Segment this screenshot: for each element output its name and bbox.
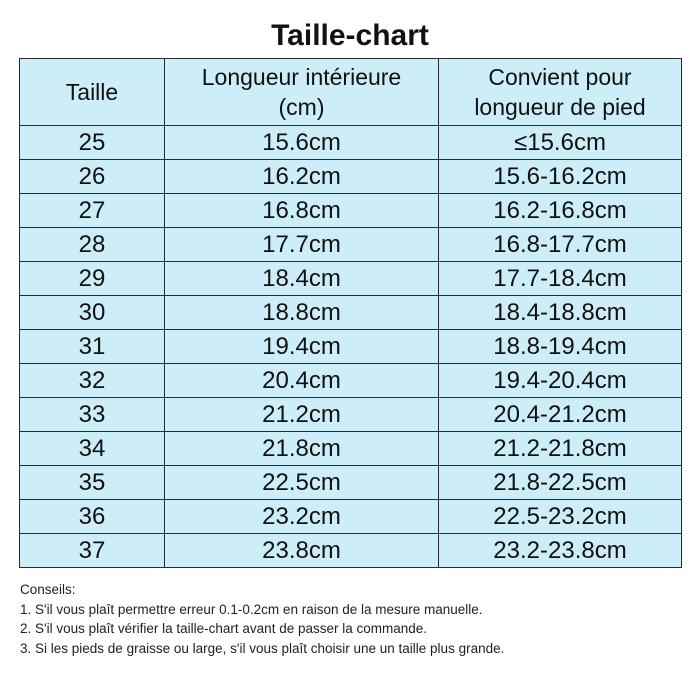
cell-pied: 17.7-18.4cm: [439, 262, 682, 296]
table-row: [20, 466, 682, 500]
cell-pied: 21.8-22.5cm: [439, 466, 682, 500]
cell-pied: 16.8-17.7cm: [439, 228, 682, 262]
cell-pied: 20.4-21.2cm: [439, 398, 682, 432]
header-taille-label: Taille: [65, 79, 119, 105]
table-row: [20, 398, 682, 432]
cell-taille: 25: [20, 126, 165, 160]
header-longueur-line2: (cm): [278, 94, 325, 120]
cell-taille: 37: [20, 534, 165, 568]
header-longueur-interieure: [165, 59, 439, 126]
table-row: [20, 432, 682, 466]
cell-longueur: 17.7cm: [165, 228, 439, 262]
cell-longueur: 16.2cm: [165, 160, 439, 194]
cell-longueur: 18.4cm: [165, 262, 439, 296]
page-title: Taille-chart: [271, 19, 429, 52]
cell-longueur: 21.8cm: [165, 432, 439, 466]
header-convient-line2: longueur de pied: [474, 94, 646, 120]
cell-longueur: 18.8cm: [165, 296, 439, 330]
cell-taille: 28: [20, 228, 165, 262]
cell-pied: 16.2-16.8cm: [439, 194, 682, 228]
cell-longueur: 23.2cm: [165, 500, 439, 534]
cell-longueur: 22.5cm: [165, 466, 439, 500]
cell-taille: 31: [20, 330, 165, 364]
cell-longueur: 15.6cm: [165, 126, 439, 160]
header-convient-line1: Convient pour: [488, 64, 632, 90]
cell-longueur: 20.4cm: [165, 364, 439, 398]
tips-heading: Conseils:: [20, 582, 76, 597]
header-convient-pour: [439, 59, 682, 126]
cell-taille: 26: [20, 160, 165, 194]
cell-longueur: 16.8cm: [165, 194, 439, 228]
table-row: [20, 228, 682, 262]
cell-pied: 18.8-19.4cm: [439, 330, 682, 364]
header-longueur-line1: Longueur intérieure: [201, 64, 402, 90]
table-row: [20, 262, 682, 296]
cell-pied: ≤15.6cm: [439, 126, 682, 160]
cell-pied: 23.2-23.8cm: [439, 534, 682, 568]
cell-pied: 22.5-23.2cm: [439, 500, 682, 534]
cell-longueur: 23.8cm: [165, 534, 439, 568]
table-row: [20, 194, 682, 228]
table-header-row: [20, 59, 682, 126]
tip-item-1: 1. S'il vous plaît permettre erreur 0.1-0.2cm en raison de la mesure manuelle.: [20, 601, 483, 617]
cell-taille: 36: [20, 500, 165, 534]
table-row: [20, 296, 682, 330]
table-row: [20, 500, 682, 534]
table-row: [20, 534, 682, 568]
cell-pied: 19.4-20.4cm: [439, 364, 682, 398]
cell-taille: 30: [20, 296, 165, 330]
cell-taille: 35: [20, 466, 165, 500]
table-row: [20, 160, 682, 194]
cell-taille: 29: [20, 262, 165, 296]
table-body: [20, 126, 682, 568]
table-row: [20, 330, 682, 364]
tip-item-2: 2. S'il vous plaît vérifier la taille-chart avant de passer la commande.: [20, 621, 428, 636]
cell-pied: 21.2-21.8cm: [439, 432, 682, 466]
cell-pied: 18.4-18.8cm: [439, 296, 682, 330]
cell-taille: 34: [20, 432, 165, 466]
size-chart-table: [19, 58, 682, 568]
cell-taille: 27: [20, 194, 165, 228]
cell-taille: 33: [20, 398, 165, 432]
header-taille: [20, 59, 165, 126]
cell-longueur: 19.4cm: [165, 330, 439, 364]
table-row: [20, 364, 682, 398]
cell-taille: 32: [20, 364, 165, 398]
cell-pied: 15.6-16.2cm: [439, 160, 682, 194]
cell-longueur: 21.2cm: [165, 398, 439, 432]
table-row: [20, 126, 682, 160]
tip-item-3: 3. Si les pieds de graisse ou large, s'il vous plaît choisir une un taille plus grande.: [20, 640, 505, 656]
tips-section: [20, 580, 680, 658]
